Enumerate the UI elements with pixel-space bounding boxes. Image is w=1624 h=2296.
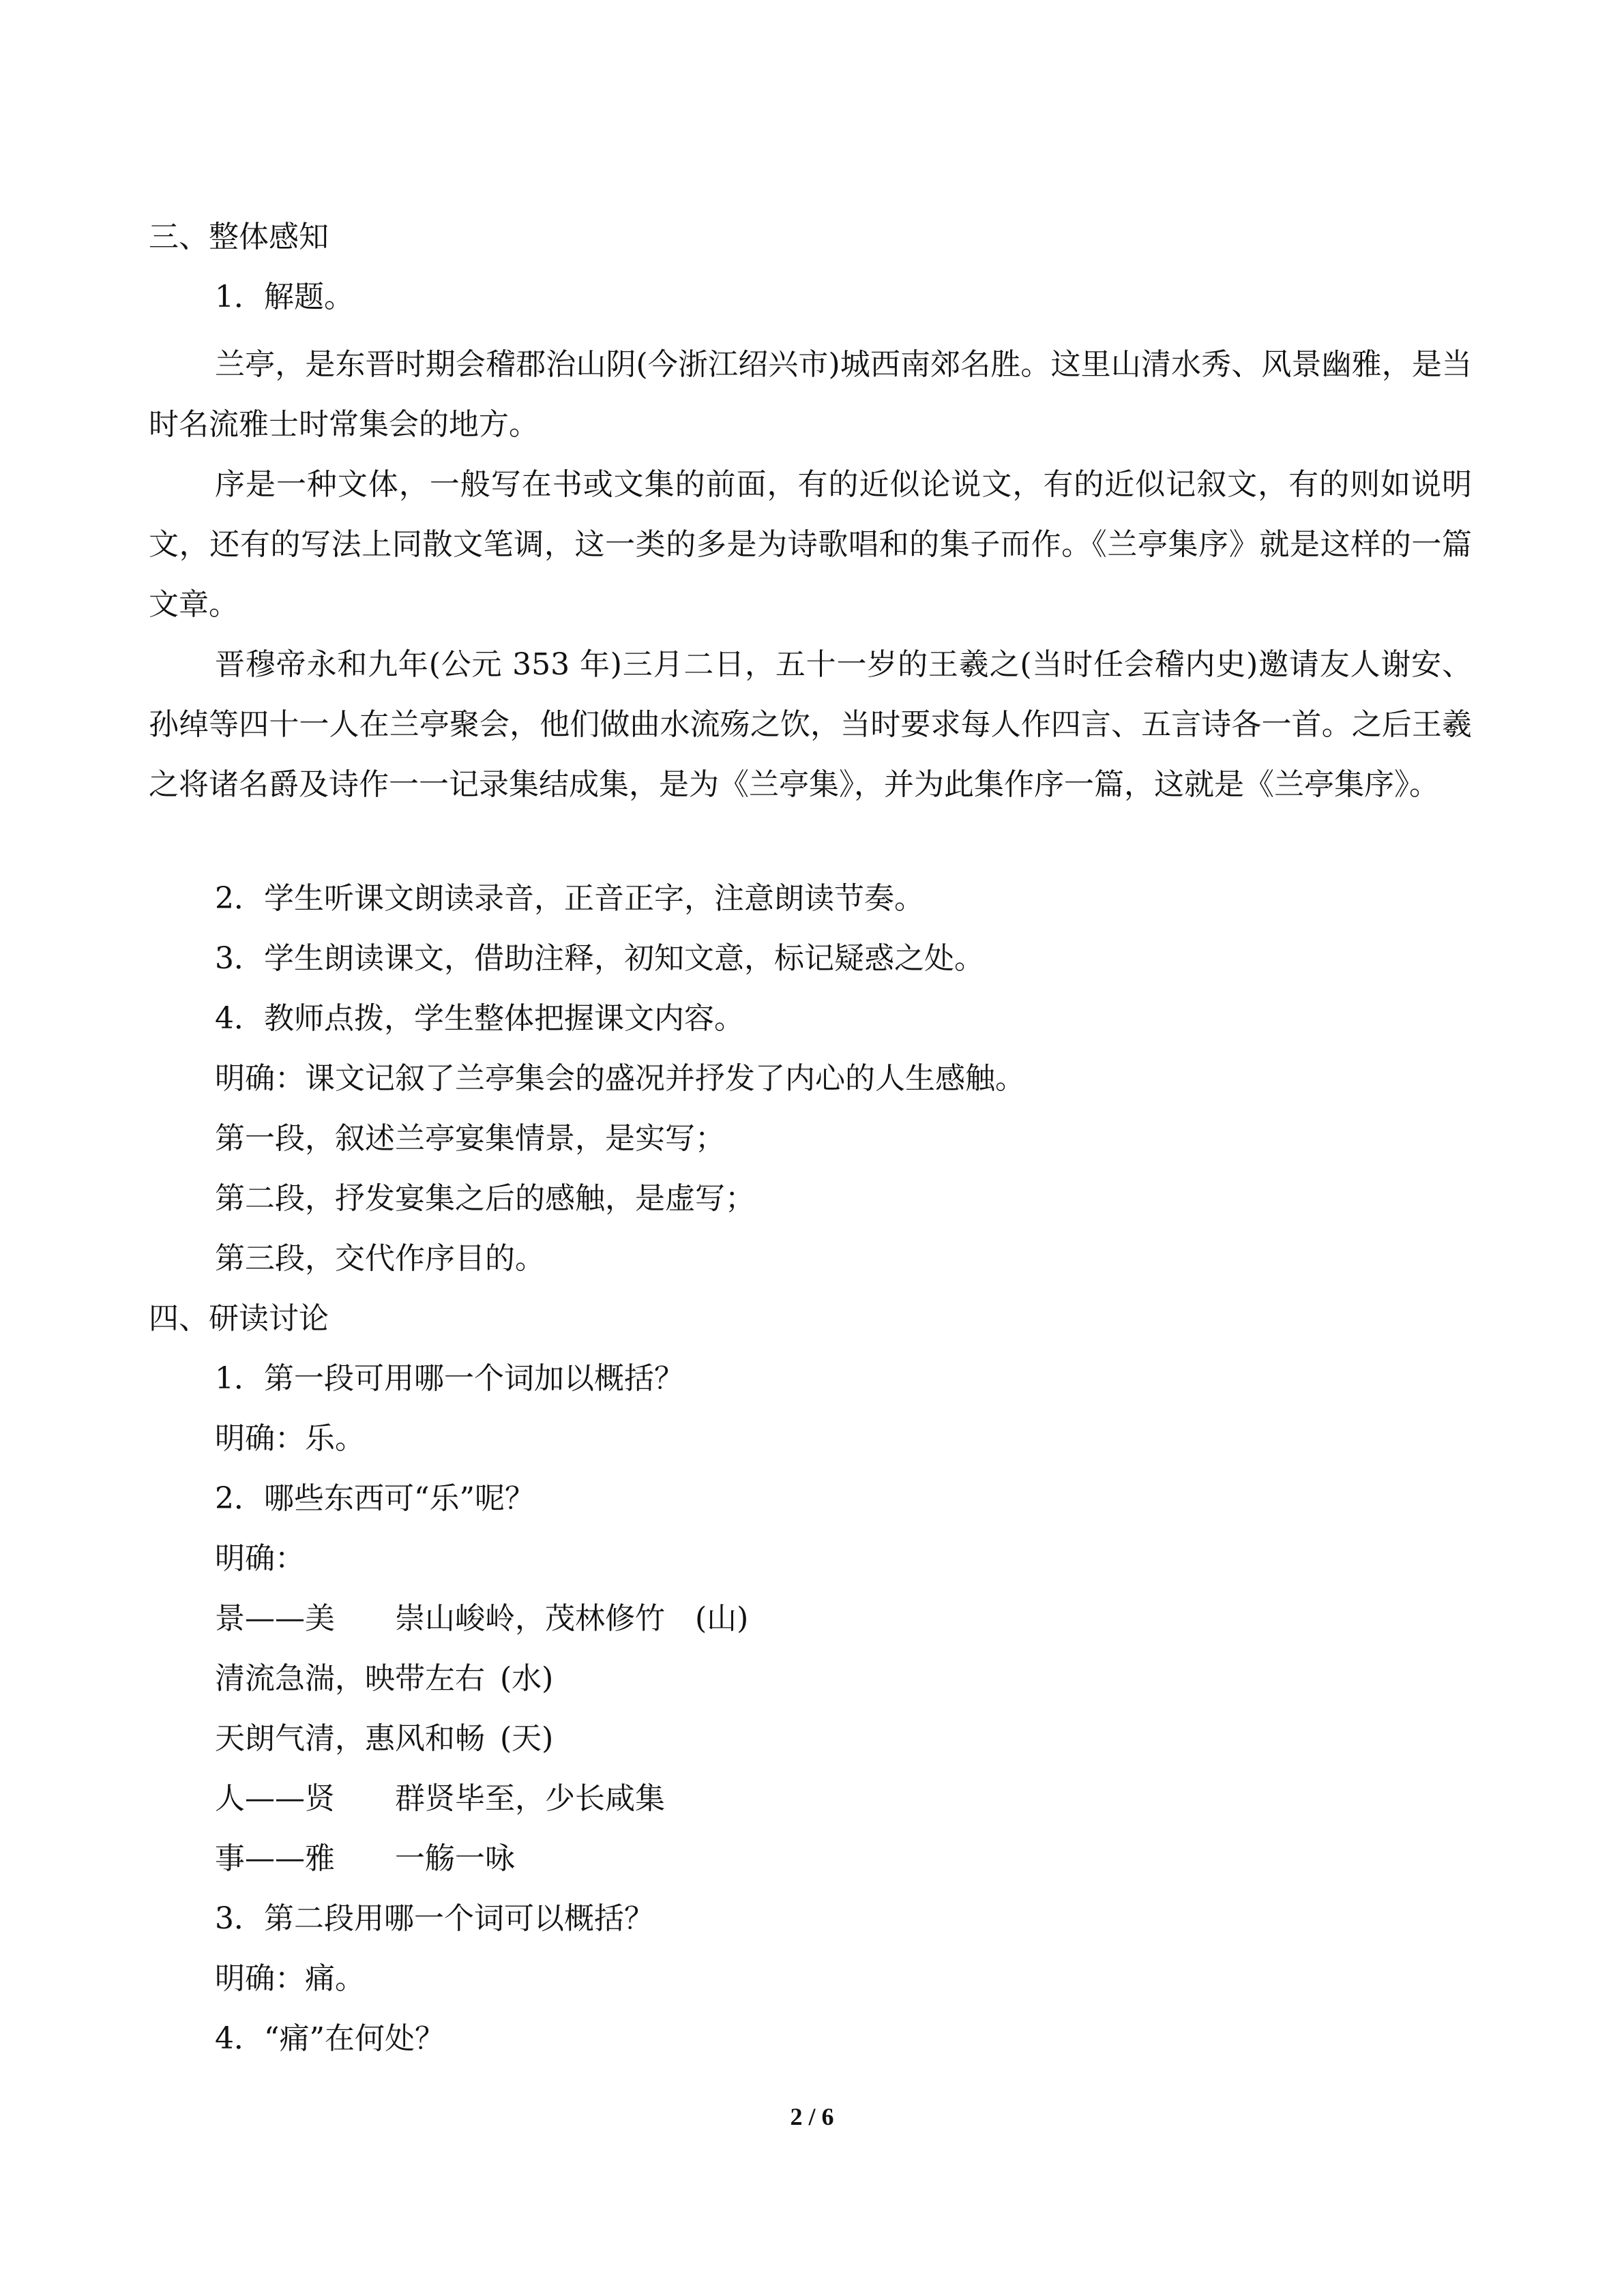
page-number: 2 / 6 — [790, 2103, 834, 2130]
event-text: 一觞一咏 — [395, 1841, 515, 1876]
paragraph-historical-background: 晋穆帝永和九年(公元 353 年)三月二日，五十一岁的王羲之(当时任会稽内史)邀请友人谢安、孙绰等四十一人在兰亭聚会，他们做曲水流殇之饮，当时要求每人作四言、五言诗各一首。之后王羲之将诸名爵及诗作一一记录集结成集，是为《兰亭集》，并为此集作序一篇，这就是《兰亭集序》。 — [149, 647, 1472, 802]
question-three: 3．第二段用哪一个词可以概括？ — [215, 1901, 654, 1936]
people-label: 人——贤 — [215, 1781, 335, 1816]
scenery-label: 景——美 — [215, 1601, 335, 1636]
item-teacher-guidance: 4．教师点拨，学生整体把握课文内容。 — [215, 1001, 744, 1036]
paragraph-preface-genre: 序是一种文体，一般写在书或文集的前面，有的近似论说文，有的近似记叙文，有的则如说明文，还有的写法上同散文笔调，这一类的多是为诗歌唱和的集子而作。《兰亭集序》就是这样的一篇文章。 — [149, 467, 1472, 622]
paragraph-three-summary: 第三段，交代作序目的。 — [215, 1241, 545, 1276]
scenery-sky-text: 天朗气清，惠风和畅 — [215, 1721, 485, 1756]
event-row — [215, 1838, 515, 1879]
paragraph-one-summary: 第一段，叙述兰亭宴集情景，是实写； — [215, 1121, 725, 1156]
paragraph-lanting: 兰亭，是东晋时期会稽郡治山阴(今浙江绍兴市)城西南郊名胜。这里山清水秀、风景幽雅，是当时名流雅士时常集会的地方。 — [149, 347, 1472, 442]
paragraph-two-summary: 第二段，抒发宴集之后的感触，是虚写； — [215, 1181, 755, 1216]
section-heading-overall-perception: 三、整体感知 — [149, 220, 329, 254]
answer-three: 明确：痛。 — [215, 1961, 365, 1996]
item-read-text: 3．学生朗读课文，借助注释，初知文意，标记疑惑之处。 — [215, 941, 984, 976]
question-two: 2．哪些东西可“乐”呢？ — [215, 1481, 535, 1516]
question-one: 1．第一段可用哪一个词加以概括？ — [215, 1361, 684, 1396]
question-four: 4．“痛”在何处？ — [215, 2021, 445, 2056]
scenery-water-text: 清流急湍，映带左右 — [215, 1661, 485, 1696]
scenery-mountain-tag: (山) — [695, 1601, 749, 1636]
answer-two-label: 明确： — [215, 1541, 305, 1576]
item-listen-recording: 2．学生听课文朗读录音，正音正字，注意朗读节奏。 — [215, 881, 924, 916]
sky-row — [215, 1718, 553, 1759]
scenery-water-tag: (水) — [500, 1661, 554, 1696]
answer-one: 明确：乐。 — [215, 1421, 365, 1456]
scenery-row — [215, 1598, 748, 1639]
scenery-sky-tag: (天) — [500, 1721, 554, 1756]
people-row — [215, 1778, 665, 1819]
item-explain-title: 1．解题。 — [215, 280, 354, 314]
water-row — [215, 1658, 553, 1699]
section-heading-discussion: 四、研读讨论 — [149, 1301, 329, 1336]
scenery-mountain-text: 崇山峻岭，茂林修竹 — [395, 1601, 665, 1636]
answer-summary: 明确：课文记叙了兰亭集会的盛况并抒发了内心的人生感触。 — [215, 1061, 1025, 1096]
event-label: 事——雅 — [215, 1841, 335, 1876]
people-text: 群贤毕至，少长咸集 — [395, 1781, 665, 1816]
